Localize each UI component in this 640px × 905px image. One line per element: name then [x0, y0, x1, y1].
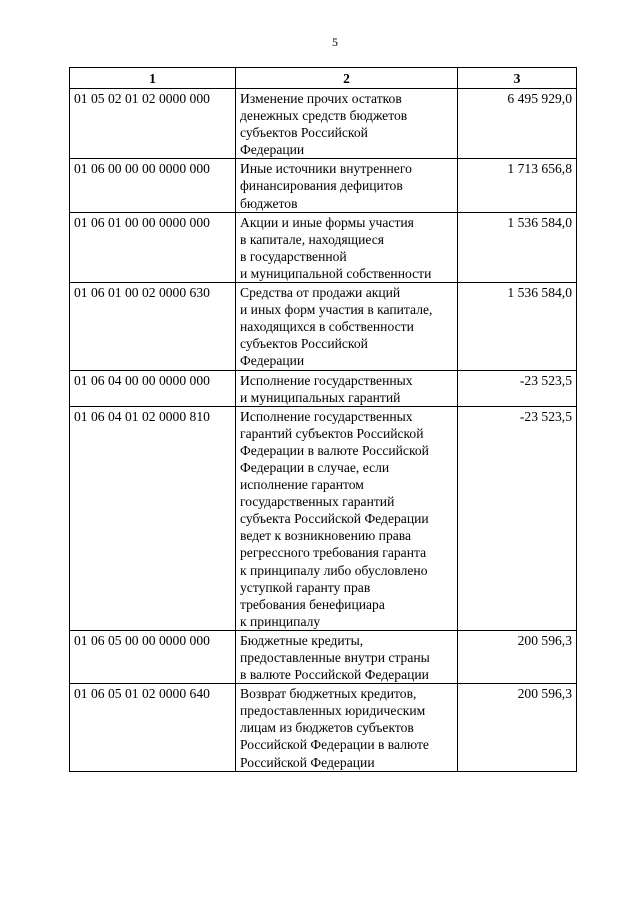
description-line: государственных гарантий	[240, 494, 395, 510]
row-amount-cell: 1 713 656,8	[458, 159, 577, 212]
row-amount-cell: -23 523,5	[458, 406, 577, 630]
row-code-cell: 01 05 02 01 02 0000 000	[70, 89, 236, 159]
table-row	[70, 630, 577, 683]
description-line: и муниципальных гарантий	[240, 389, 401, 405]
description-line: предоставленные внутри страны	[240, 650, 430, 665]
description-line: Федерации в валюте Российской	[240, 442, 429, 458]
row-code-cell: 01 06 01 00 02 0000 630	[70, 283, 236, 370]
table-row	[70, 89, 577, 159]
description-line: субъектов Российской	[240, 336, 368, 352]
row-code-cell: 01 06 01 00 00 0000 000	[70, 212, 236, 282]
description-line: Федерации	[240, 142, 305, 158]
description-line: Российской Федерации в валюте	[240, 737, 429, 753]
header-row	[70, 68, 577, 89]
row-description-cell	[236, 370, 458, 406]
column-header-amount: 3	[458, 68, 577, 89]
table-row	[70, 212, 577, 282]
description-line: денежных средств бюджетов	[240, 108, 408, 124]
table-row	[70, 159, 577, 212]
description-line: Акции и иные формы участия	[240, 214, 414, 230]
description-line: Исполнение государственных	[240, 408, 413, 424]
description-line: субъекта Российской Федерации	[240, 511, 429, 527]
table-row	[70, 406, 577, 630]
row-amount-cell: 1 536 584,0	[458, 212, 577, 282]
description-line: в капитале, находящиеся	[240, 231, 385, 247]
row-description-cell	[236, 283, 458, 370]
description-line: исполнение гарантом	[240, 477, 364, 493]
row-amount-cell: 6 495 929,0	[458, 89, 577, 159]
description-line: бюджетов	[240, 195, 298, 211]
column-header-description: 2	[236, 68, 458, 89]
description-line: Федерации	[240, 353, 305, 369]
description-line: лицам из бюджетов субъектов	[240, 720, 414, 736]
description-line: к принципалу	[240, 613, 321, 629]
description-line: Бюджетные кредиты,	[240, 632, 364, 648]
description-line: Исполнение государственных	[240, 372, 413, 388]
row-code-cell: 01 06 05 00 00 0000 000	[70, 630, 236, 683]
row-amount-cell: 200 596,3	[458, 630, 577, 683]
description-line: требования бенефициара	[240, 596, 385, 612]
row-description-cell	[236, 630, 458, 683]
description-line: в валюте Российской Федерации	[240, 667, 429, 683]
description-line: в государственной	[240, 248, 347, 264]
description-line: субъектов Российской	[240, 125, 368, 141]
page-number: 5	[332, 35, 338, 49]
description-line: регрессного требования гаранта	[240, 545, 427, 561]
description-line: предоставленных юридическим	[240, 703, 426, 719]
column-header-code: 1	[70, 68, 236, 89]
table-row	[70, 283, 577, 370]
row-description-cell	[236, 406, 458, 630]
row-code-cell: 01 06 04 01 02 0000 810	[70, 406, 236, 630]
row-amount-cell: 200 596,3	[458, 684, 577, 771]
row-amount-cell: -23 523,5	[458, 370, 577, 406]
table-header	[70, 68, 577, 89]
row-description-cell	[236, 159, 458, 212]
row-code-cell: 01 06 04 00 00 0000 000	[70, 370, 236, 406]
budget-sources-table	[69, 67, 577, 772]
description-line: и иных форм участия в капитале,	[240, 302, 433, 318]
description-line: находящихся в собственности	[240, 319, 414, 335]
row-code-cell: 01 06 00 00 00 0000 000	[70, 159, 236, 212]
row-description-cell	[236, 212, 458, 282]
description-line: Федерации в случае, если	[240, 459, 390, 475]
description-line: Российской Федерации	[240, 754, 375, 770]
description-line: финансирования дефицитов	[240, 178, 403, 194]
row-code-cell: 01 06 05 01 02 0000 640	[70, 684, 236, 771]
description-line: гарантий субъектов Российской	[240, 425, 424, 441]
description-line: Изменение прочих остатков	[240, 91, 402, 106]
description-line: Средства от продажи акций	[240, 285, 401, 301]
description-line: ведет к возникновению права	[240, 528, 412, 544]
table-row	[70, 684, 577, 771]
row-amount-cell: 1 536 584,0	[458, 283, 577, 370]
table-row	[70, 370, 577, 406]
description-line: к принципалу либо обусловлено	[240, 562, 428, 578]
description-line: Иные источники внутреннего	[240, 161, 412, 177]
description-line: Возврат бюджетных кредитов,	[240, 686, 417, 702]
row-description-cell	[236, 684, 458, 771]
description-line: уступкой гаранту прав	[240, 579, 371, 595]
table-body	[70, 89, 577, 772]
description-line: и муниципальной собственности	[240, 265, 432, 281]
row-description-cell	[236, 89, 458, 159]
